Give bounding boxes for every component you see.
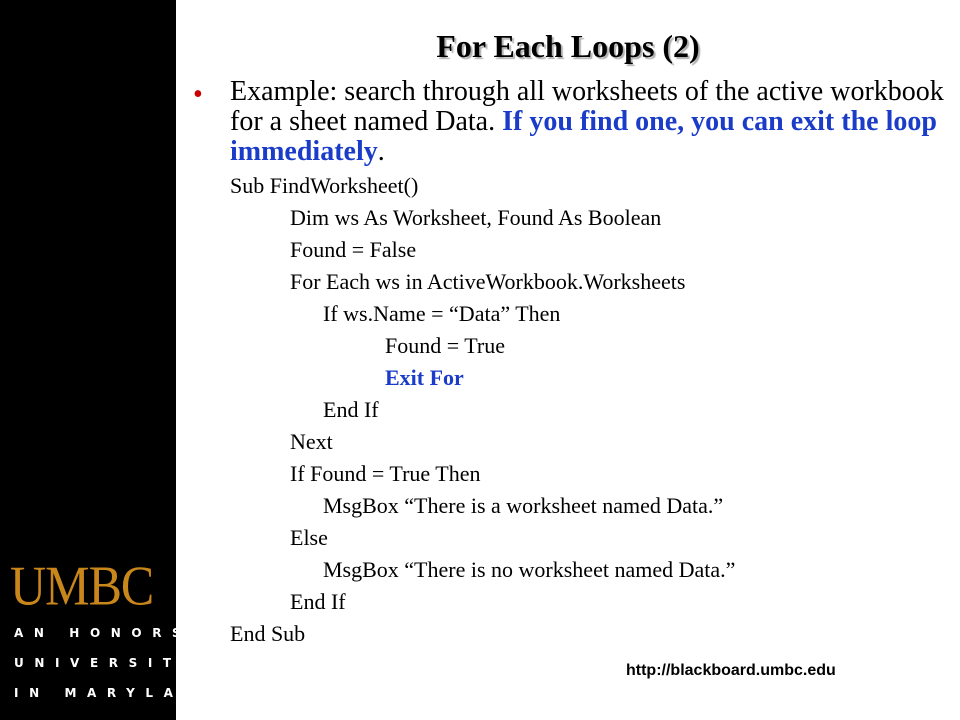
code-line: Else <box>290 525 328 550</box>
code-line: End Sub <box>230 621 306 646</box>
logo-tagline-line-2: UNIVERSITY <box>14 656 201 670</box>
footer-url: http://blackboard.umbc.edu <box>626 662 836 679</box>
code-line: For Each ws in ActiveWorkbook.Worksheets <box>290 269 686 294</box>
code-line: If Found = True Then <box>290 461 481 486</box>
code-line: Next <box>290 429 333 454</box>
code-line: End If <box>323 397 379 422</box>
intro-paragraph <box>230 77 950 167</box>
slide-title: For Each Loops (2) <box>436 28 700 64</box>
code-line: MsgBox “There is a worksheet named Data.” <box>323 493 724 518</box>
logo-tagline-line-1: AN HONORS <box>14 626 192 640</box>
code-line: Sub FindWorksheet() <box>230 173 419 198</box>
code-line: MsgBox “There is no worksheet named Data.” <box>323 557 736 582</box>
sidebar <box>0 0 225 720</box>
logo-tagline-line-3: IN MARYLAND <box>14 686 225 700</box>
code-line: Found = True <box>385 333 506 358</box>
code-line: Exit For <box>385 365 464 390</box>
intro-text: Example: search through all worksheets of the active workbook for a sheet named Data. <box>230 76 944 137</box>
intro-highlight: If you find one, you can exit the loop immediately <box>230 106 937 167</box>
code-line: Found = False <box>290 237 417 262</box>
intro-end: . <box>377 136 385 167</box>
code-line: Dim ws As Worksheet, Found As Boolean <box>290 205 662 230</box>
code-line: If ws.Name = “Data” Then <box>323 301 561 326</box>
code-line: End If <box>290 589 346 614</box>
bullet-icon: • <box>193 79 203 110</box>
umbc-logo: UMBC <box>10 554 154 617</box>
